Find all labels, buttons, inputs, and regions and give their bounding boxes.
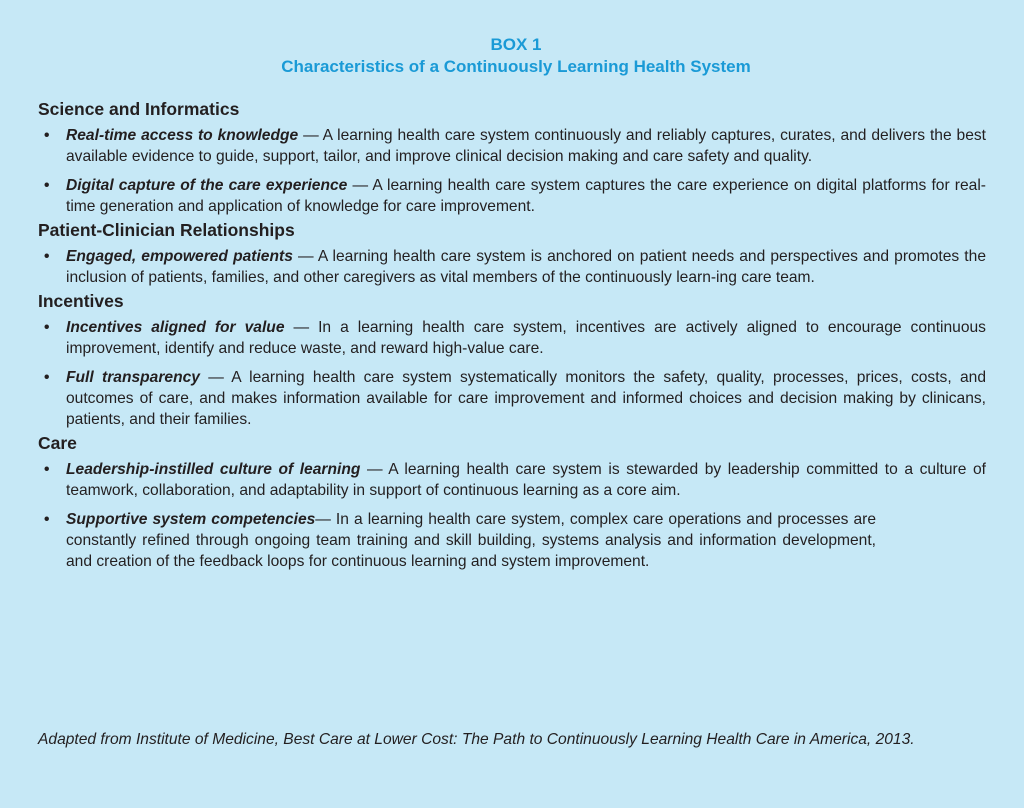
box-title: Characteristics of a Continuously Learning Health System (281, 57, 751, 76)
item-term: Engaged, empowered patients (66, 248, 293, 265)
list-item (38, 175, 986, 217)
bullet-icon: • (44, 461, 50, 478)
section-list-science-informatics (38, 125, 986, 217)
item-term: Leadership-instilled culture of learning (66, 461, 361, 478)
section-list-incentives (38, 317, 986, 430)
box-label: BOX 1 (490, 35, 542, 54)
item-term: Supportive system competencies (66, 511, 316, 528)
bullet-icon: • (44, 248, 50, 265)
bullet-icon: • (44, 127, 50, 144)
item-term: Real-time access to knowledge (66, 127, 299, 144)
section-heading-science-informatics: Science and Informatics (38, 99, 240, 119)
section-list-care (38, 459, 986, 572)
item-term: Full transparency (66, 369, 200, 386)
item-text: — A learning health care system captures the care experience on digital platforms for real-time generation and application of knowledge for care improvement. (66, 177, 986, 215)
list-item (38, 317, 986, 359)
list-item (38, 459, 986, 501)
bullet-icon: • (44, 177, 50, 194)
bullet-icon: • (44, 369, 50, 386)
section-heading-care: Care (38, 433, 77, 453)
item-text: — A learning health care system is stewarded by leadership committed to a culture of teamwork, collaboration, and adaptability in support of continuous learning as a core aim. (66, 461, 986, 499)
item-text: — In a learning health care system, incentives are actively aligned to encourage continuous improvement, identify and reduce waste, and reward high-value care. (66, 319, 986, 357)
section-list-patient-clinician (38, 246, 986, 288)
item-text: — A learning health care system is anchored on patient needs and perspectives and promotes the inclusion of patients, families, and other caregivers as vital members of the continuously learn-ing care team. (66, 248, 986, 286)
box-header (46, 34, 986, 78)
item-text: — A learning health care system continuously and reliably captures, curates, and delivers the best available evidence to guide, support, tailor, and improve clinical decision making and care safety and quality. (66, 127, 986, 165)
list-item (38, 246, 986, 288)
item-text: — A learning health care system systematically monitors the safety, quality, processes, prices, costs, and outcomes of care, and makes information available for care improvement and informed choices and decision making by clinicans, patients, and their families. (66, 369, 986, 428)
bullet-icon: • (44, 511, 50, 528)
list-item (38, 125, 986, 167)
list-item (38, 367, 986, 430)
item-text: — In a learning health care system, complex care operations and processes are constantly refined through ongoing team training and skill building, systems analysis and information development, and creation of the feedback loops for continuous learning and system improvement. (66, 511, 876, 570)
section-heading-patient-clinician: Patient-Clinician Relationships (38, 220, 295, 240)
item-term: Incentives aligned for value (66, 319, 285, 336)
item-term: Digital capture of the care experience (66, 177, 348, 194)
section-heading-incentives: Incentives (38, 291, 124, 311)
bullet-icon: • (44, 319, 50, 336)
list-item (38, 509, 986, 572)
source-note: Adapted from Institute of Medicine, Best Care at Lower Cost: The Path to Continuously Learning Health Care in America, 2013. (38, 731, 915, 748)
